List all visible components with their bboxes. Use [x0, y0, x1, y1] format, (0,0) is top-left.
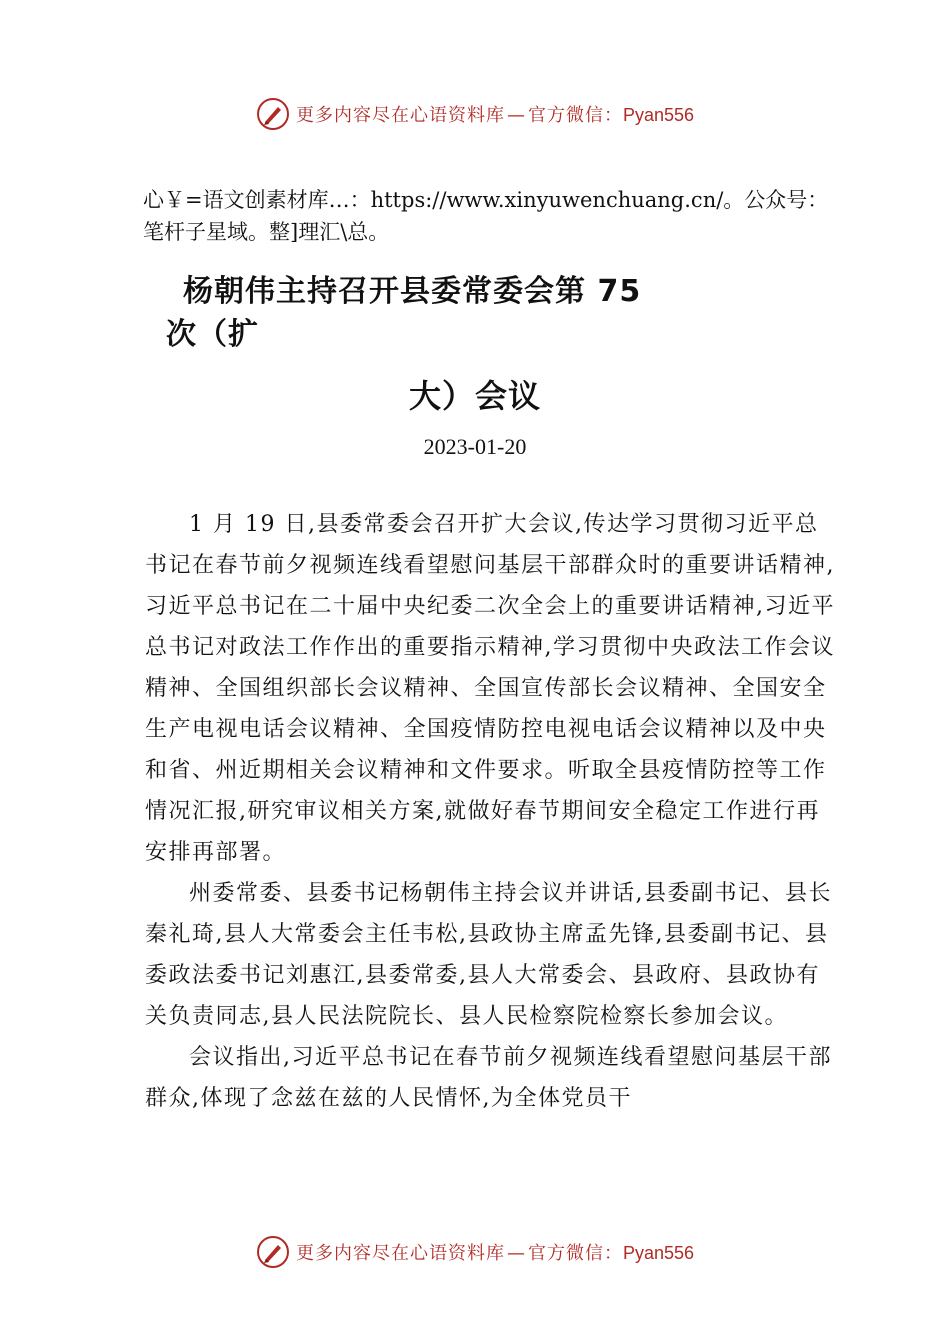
watermark-text: 更多内容尽在心语资料库 — 官方微信：Pyan556	[295, 105, 695, 126]
title-line-1: 杨朝伟主持召开县委常委会第 75	[183, 274, 642, 309]
title-line-2: 次（扩	[166, 317, 259, 352]
pen-logo-icon	[256, 97, 290, 131]
paragraph: 州委常委、县委书记杨朝伟主持会议并讲话,县委副书记、县长秦礼琦,县人大常委会主任韦松,县政协主席孟先锋,县委副书记、县委政法委书记刘惠江,县委常委,县人大常委会、县政府、县政协有关负责同志,县人民法院院长、县人民检察院检察长参加会议。	[145, 881, 832, 1029]
source-note: 心￥=语文创素材库…：https://www.xinyuwenchuang.cn/。公众号：笔杆子星域。整]理汇\总。	[143, 188, 829, 244]
title-line-3: 大）会议	[408, 377, 541, 415]
publish-date: 2023-01-20	[423, 434, 527, 459]
paragraph: 1 月 19 日,县委常委会召开扩大会议,传达学习贯彻习近平总书记在春节前夕视频连线看望慰问基层干部群众时的重要讲话精神,习近平总书记在二十届中央纪委二次全会上的重要讲话精神,习近平总书记对政法工作作出的重要指示精神,学习贯彻中央政法工作会议精神、全国组织部长会议精神、全国宣传部长会议精神、全国安全生产电视电话会议精神、全国疫情防控电视电话会议精神以及中央和省、州近期相关会议精神和文件要求。听取全县疫情防控等工作情况汇报,研究审议相关方案,就做好春节期间安全稳定工作进行再安排再部署。	[145, 512, 835, 865]
article-body	[145, 504, 835, 1119]
paragraph: 会议指出,习近平总书记在春节前夕视频连线看望慰问基层干部群众,体现了念兹在兹的人民情怀,为全体党员干	[145, 1045, 832, 1111]
watermark-banner-top	[0, 94, 950, 134]
watermark-banner-bottom	[0, 1232, 950, 1272]
watermark-text: 更多内容尽在心语资料库 — 官方微信：Pyan556	[295, 1243, 695, 1264]
pen-logo-icon	[256, 1235, 290, 1269]
